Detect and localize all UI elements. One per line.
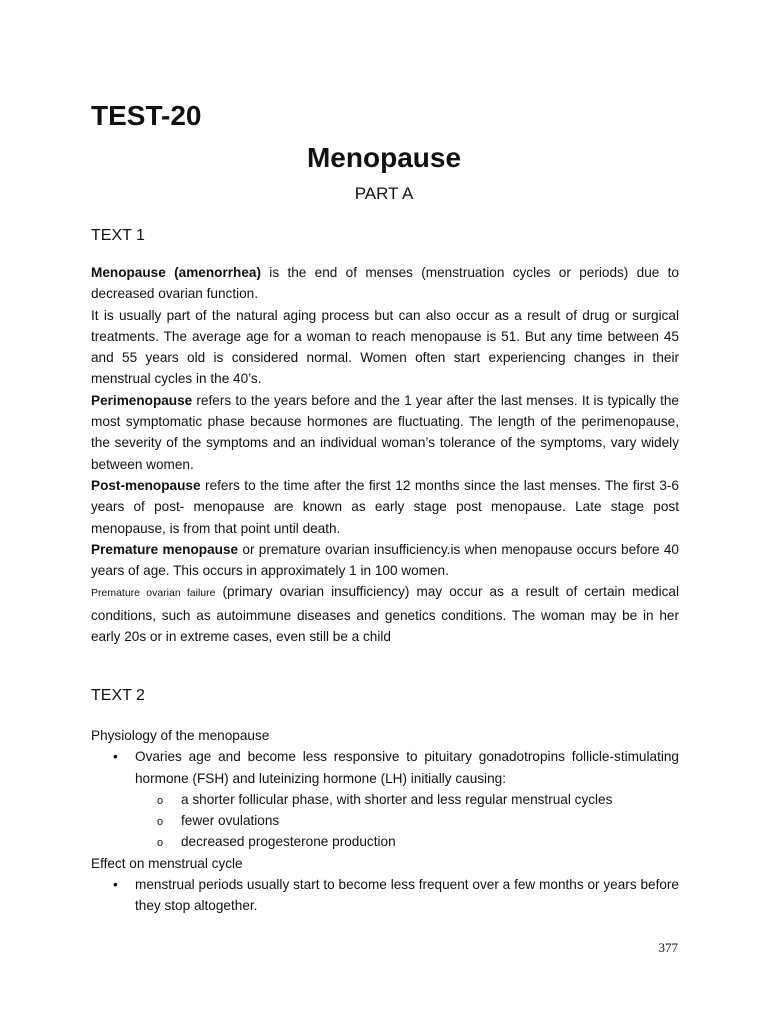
circle-bullet-icon: o [157, 816, 164, 829]
paragraph-text: or premature ovarian insufficiency.is when menopause occurs before 40 years of age. This occurs in approximately 1 in 100 women. [91, 541, 679, 579]
list-item [91, 746, 679, 789]
part-title: PART A [354, 184, 414, 203]
sub-list-item [91, 789, 679, 810]
paragraph-aging: It is usually part of the natural aging process but can also occur as a result of drug or surgical treatments. The average age for a woman to reach menopause is 51. But any time between 45 and 55 years old is considered normal. Women often start experiencing changes in their menstrual cycles in the 40’s. [91, 307, 679, 387]
bullet-icon: • [113, 877, 118, 893]
sub-list-item-text: fewer ovulations [181, 813, 280, 829]
term-premature-ovarian-failure: Premature ovarian failure [91, 587, 216, 600]
paragraph-menopause [91, 262, 679, 305]
paragraph-post-menopause [91, 475, 679, 539]
circle-bullet-icon: o [157, 794, 164, 807]
sub-list-item-text: decreased progesterone production [181, 834, 396, 850]
term-menopause: Menopause (amenorrhea) [91, 265, 261, 280]
text2-heading: TEXT 2 [91, 687, 145, 704]
sub-list-item [91, 810, 679, 831]
physiology-heading: Physiology of the menopause [91, 728, 270, 743]
sub-list-item [91, 831, 679, 852]
page-number: 377 [658, 940, 678, 955]
list-item-text: Ovaries age and become less responsive to pituitary gonadotropins follicle-stimulating hormone (FSH) and luteinizing hormone (LH) initially causing: [135, 749, 679, 786]
paragraph-text: is the end of menses (menstruation cycles or periods) due to decreased ovarian function. [91, 265, 679, 302]
paragraph-text: (primary ovarian insufficiency) may occur as a result of certain medical conditions, such as autoimmune diseases and genetics conditions. The woman may be in her early 20s or in extreme cases, even still be a child [91, 584, 679, 645]
text2-body [91, 725, 679, 917]
test-title: TEST-20 [91, 100, 202, 131]
list-item-text: menstrual periods usually start to become less frequent over a few months or years before they stop altogether. [135, 877, 679, 914]
bullet-icon: • [113, 749, 118, 765]
text1-heading: TEXT 1 [91, 227, 145, 244]
paragraph-perimenopause [91, 390, 679, 475]
term-post-menopause: Post-menopause [91, 477, 201, 493]
paragraph-premature-menopause [91, 539, 679, 582]
page-title: Menopause [306, 142, 462, 173]
paragraph-premature-ovarian-failure [91, 581, 679, 647]
paragraph-text: refers to the time after the first 12 months since the last menses. The first 3-6 years of post- menopause are known as early stage post menopause. Late stage post menopause, is from that point until death. [91, 477, 679, 536]
text1-body [91, 262, 679, 647]
list-item [91, 874, 679, 917]
sub-list-item-text: a shorter follicular phase, with shorter and less regular menstrual cycles [181, 791, 613, 807]
term-perimenopause: Perimenopause [91, 392, 193, 408]
term-premature-menopause: Premature menopause [91, 541, 239, 557]
circle-bullet-icon: o [157, 837, 164, 850]
paragraph-text: refers to the years before and the 1 year after the last menses. It is typically the most symptomatic phase because hormones are fluctuating. The length of the perimenopause, the severity of the symptoms and an individual woman’s tolerance of the symptoms, vary widely between women. [91, 392, 679, 472]
effect-heading: Effect on menstrual cycle [91, 855, 243, 871]
